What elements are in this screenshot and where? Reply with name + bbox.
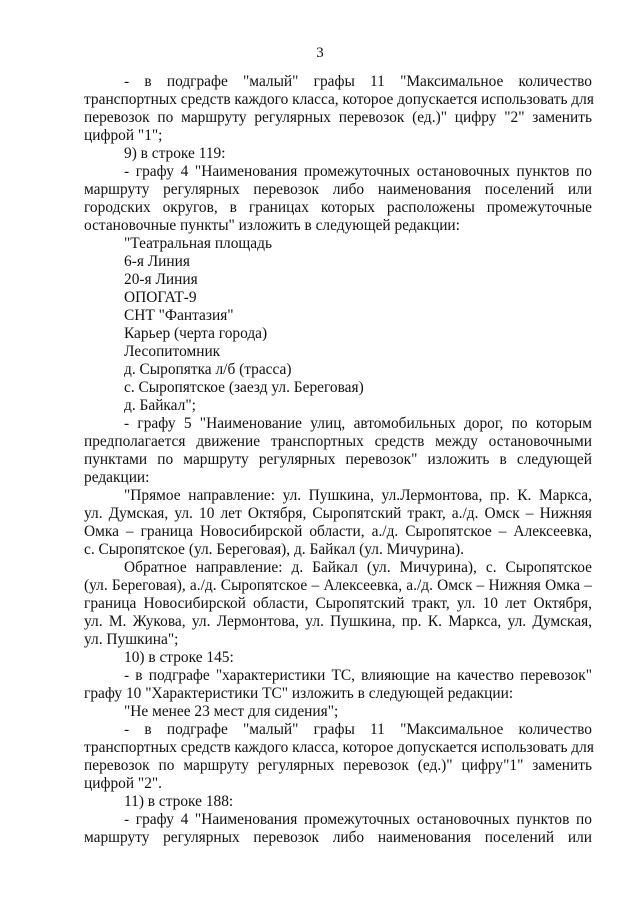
text-line: - графу 4 "Наименования промежуточных остановочных пунктов по bbox=[124, 163, 592, 180]
text-line: Обратное направление: д. Байкал (ул. Мичурина), с. Сыропятское bbox=[124, 559, 592, 576]
text-line: предполагается движение транспортных средств между остановочными bbox=[84, 433, 592, 450]
text-line: цифрой "1"; bbox=[84, 127, 163, 144]
text-line: маршруту регулярных перевозок либо наименования поселений или bbox=[84, 829, 592, 846]
text-line: с. Сыропятское (ул. Береговая), д. Байкал (ул. Мичурина). bbox=[84, 541, 464, 558]
text-line: городских округов, в границах которых расположены промежуточные bbox=[84, 199, 592, 216]
text-line: - в подграфе "малый" графы 11 "Максимальное количество bbox=[124, 73, 592, 90]
text-line: "Театральная площадь bbox=[124, 235, 272, 252]
page-number: 3 bbox=[316, 45, 324, 61]
text-line: ул. Пушкина"; bbox=[84, 631, 179, 648]
text-line: 10) в строке 145: bbox=[124, 649, 234, 666]
text-line: остановочные пункты" изложить в следующей редакции: bbox=[84, 217, 460, 234]
text-line: маршруту регулярных перевозок либо наименования поселений или bbox=[84, 181, 592, 198]
text-line: - графу 4 "Наименования промежуточных остановочных пунктов по bbox=[124, 811, 592, 828]
text-line: транспортных средств каждого класса, которое допускается использовать для bbox=[84, 91, 594, 108]
text-line: ОПОГАТ-9 bbox=[124, 289, 197, 306]
text-line: ул. М. Жукова, ул. Лермонтова, ул. Пушкина, пр. К. Маркса, ул. Думская, bbox=[84, 613, 592, 630]
text-line: - в подграфе "малый" графы 11 "Максимальное количество bbox=[124, 721, 592, 738]
text-line: граница Новосибирской области, Сыропятский тракт, ул. 10 лет Октября, bbox=[84, 595, 592, 612]
text-line: - графу 5 "Наименование улиц, автомобильных дорог, по которым bbox=[124, 415, 592, 432]
text-line: 9) в строке 119: bbox=[124, 145, 226, 162]
text-line: перевозок по маршруту регулярных перевозок (ед.)" цифру"1" заменить bbox=[84, 757, 592, 774]
text-line: 6-я Линия bbox=[124, 253, 190, 270]
text-line: 11) в строке 188: bbox=[124, 793, 234, 810]
text-line: пунктами по маршруту регулярных перевозок" изложить в следующей bbox=[84, 451, 592, 468]
text-line: графу 10 "Характеристики ТС" изложить в следующей редакции: bbox=[84, 685, 514, 702]
text-line: цифрой "2". bbox=[84, 775, 163, 792]
text-line: СНТ "Фантазия" bbox=[124, 307, 234, 324]
text-line: (ул. Береговая), а./д. Сыропятское – Алексеевка, а./д. Омск – Нижняя Омка – bbox=[84, 577, 592, 594]
text-line: транспортных средств каждого класса, которое допускается использовать для bbox=[84, 739, 594, 756]
text-line: "Прямое направление: ул. Пушкина, ул.Лермонтова, пр. К. Маркса, bbox=[124, 487, 592, 504]
text-line: 20-я Линия bbox=[124, 271, 198, 288]
text-line: с. Сыропятское (заезд ул. Береговая) bbox=[124, 379, 364, 396]
text-line: Карьер (черта города) bbox=[124, 325, 268, 342]
text-line: перевозок по маршруту регулярных перевозок (ед.)" цифру "2" заменить bbox=[84, 109, 592, 126]
text-line: д. Байкал"; bbox=[124, 397, 196, 414]
text-line: Лесопитомник bbox=[124, 343, 221, 360]
text-line: - в подграфе "характеристики ТС, влияющие на качество перевозок" bbox=[124, 667, 592, 684]
text-line: ул. Думская, ул. 10 лет Октября, Сыропятский тракт, а./д. Омск – Нижняя bbox=[84, 505, 592, 522]
text-line: редакции: bbox=[84, 469, 150, 486]
text-line: д. Сыропятка л/б (трасса) bbox=[124, 361, 292, 378]
text-line: "Не менее 23 мест для сидения"; bbox=[124, 703, 339, 720]
text-line: Омка – граница Новосибирской области, а./д. Сыропятское – Алексеевка, bbox=[84, 523, 592, 540]
